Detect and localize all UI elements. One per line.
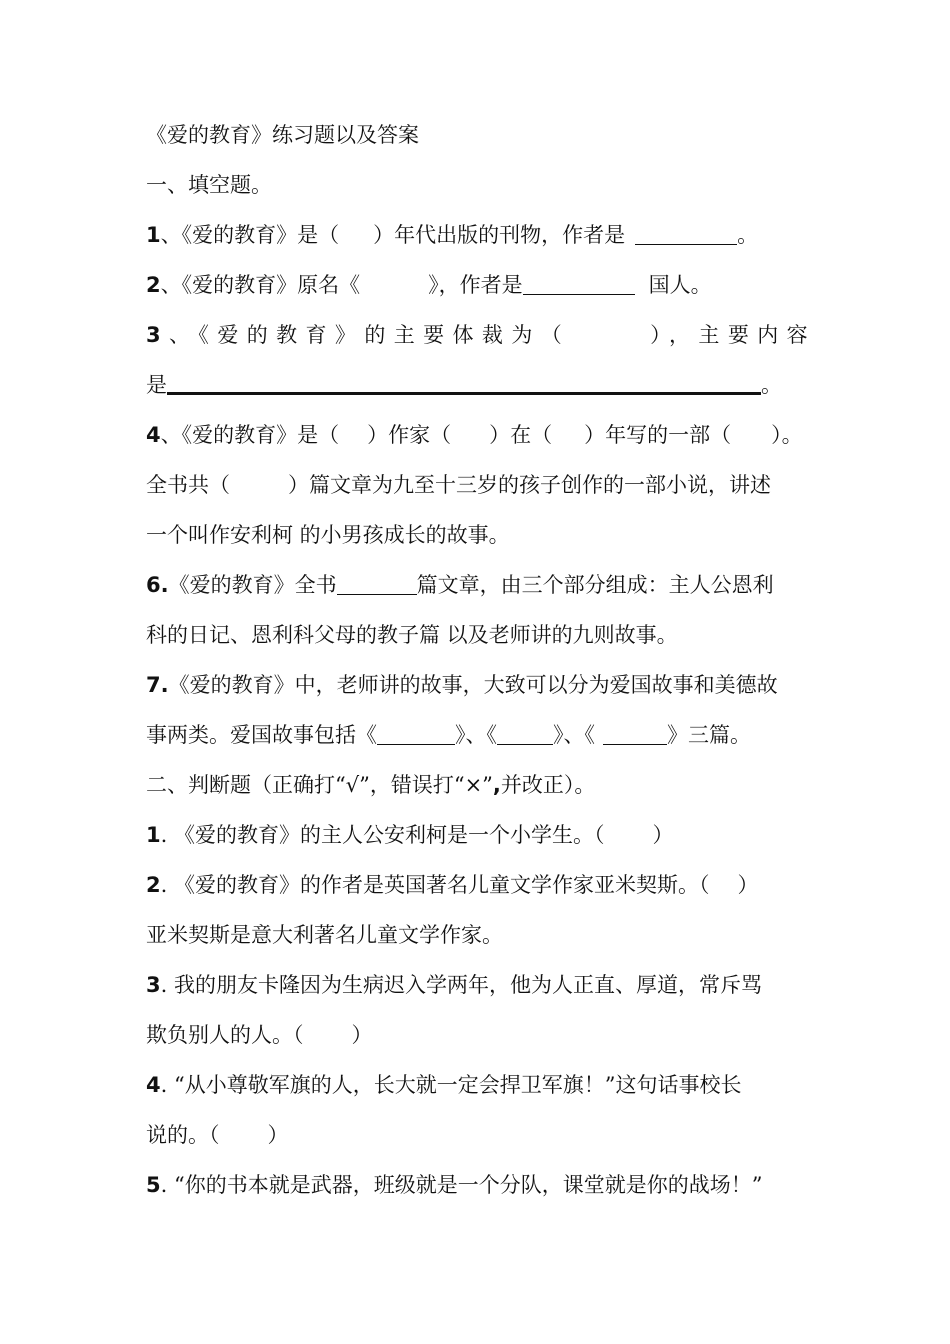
q7-line2-b: 》、《: [455, 723, 497, 747]
section2-comma: ,: [492, 773, 501, 797]
q1-text-b: ）年代出版的刊物，作者是: [373, 223, 626, 247]
question-4-line2: [146, 470, 810, 500]
q6-text-b: 篇文章，由三个部分组成：主人公恩利: [416, 573, 774, 597]
j3-line2: 欺负别人的人。（: [146, 1023, 304, 1047]
q7-story-blank-1: [377, 722, 455, 745]
j4-end: ）: [267, 1123, 289, 1147]
q3-text-c: 是: [146, 373, 167, 397]
j4-text: . “从小尊敬军旗的人，长大就一定会捍卫军旗！”这句话事校长: [160, 1073, 742, 1097]
q6-line2: 科的日记、恩利科父母的教子篇 以及老师讲的九则故事。: [146, 623, 678, 647]
judgement-3-line2: [146, 1020, 810, 1050]
judgement-3: [146, 970, 810, 1000]
judgement-5: [146, 1170, 810, 1200]
q7-story-blank-2: [497, 722, 553, 745]
q4-line2-a: 全书共（: [146, 473, 230, 497]
q4-text-b: ）作家（: [367, 423, 452, 447]
question-7: [146, 670, 810, 700]
q7-text-a: 《爱的教育》中，老师讲的故事，大致可以分为爱国故事和美德故: [168, 673, 778, 697]
j2-answer: 亚米契斯是意大利著名儿童文学作家。: [146, 923, 503, 947]
q3-content-blank: [167, 370, 761, 395]
q4-line2-b: ）篇文章为九至十三岁的孩子创作的一部小说，讲述: [288, 473, 771, 497]
q2-text-a: 、《爱的教育》原名《: [160, 273, 361, 297]
q2-text-c: 国人。: [648, 273, 712, 297]
j1-number: 1: [146, 823, 161, 847]
q7-number: 7.: [146, 673, 169, 697]
section2-text-a: 二、判断题（正确打“√”，错误打“×”: [146, 773, 493, 797]
q2-number: 2: [146, 273, 161, 297]
j2-number: 2: [146, 873, 161, 897]
j1-text: . 《爱的教育》的主人公安利柯是一个小学生。（: [160, 823, 605, 847]
j3-text: . 我的朋友卡隆因为生病迟入学两年，他为人正直、厚道，常斥骂: [160, 973, 762, 997]
question-4: [146, 420, 810, 450]
q4-text-c: ）在（: [489, 423, 553, 447]
q7-story-blank-3: [603, 722, 667, 745]
section-heading-fill-blank: [146, 170, 810, 200]
q7-line2-c: 》、《: [553, 723, 595, 747]
q1-text-c: 。: [737, 223, 759, 247]
q6-count-blank: [337, 572, 417, 595]
q7-line2-d: 》三篇。: [667, 723, 751, 747]
section2-text-c: 并改正）。: [500, 773, 596, 797]
q3-text-a: 、《爱的教育》的主要体裁为（: [169, 323, 571, 347]
question-4-line3: [146, 520, 810, 550]
j2-end: ）: [737, 873, 759, 897]
document-title: [146, 120, 810, 150]
q3-number: 3: [146, 323, 170, 347]
q3-text-b: ），主要内容: [650, 323, 817, 347]
q6-text-a: 《爱的教育》全书: [168, 573, 337, 597]
question-6: [146, 570, 810, 600]
j4-line2: 说的。（: [146, 1123, 220, 1147]
j3-end: ）: [351, 1023, 373, 1047]
question-1: [146, 220, 810, 250]
q6-number: 6.: [146, 573, 169, 597]
q1-author-blank: [635, 222, 737, 245]
judgement-4: [146, 1070, 810, 1100]
title-text: 《爱的教育》练习题以及答案: [146, 123, 419, 147]
section1-text: 一、填空题。: [146, 173, 272, 197]
section-heading-true-false: [146, 770, 810, 800]
q4-text-e: ）。: [771, 423, 803, 447]
j5-text: . “你的书本就是武器，班级就是一个分队，课堂就是你的战场！”: [160, 1173, 763, 1197]
j2-text: . 《爱的教育》的作者是英国著名儿童文学作家亚米契斯。（: [160, 873, 710, 897]
question-3-line2: [146, 370, 810, 400]
question-3: [146, 320, 817, 350]
q7-line2-a: 事两类。爱国故事包括《: [146, 723, 377, 747]
question-2: [146, 270, 810, 300]
q4-text-d: ）年写的一部（: [584, 423, 732, 447]
j1-end: ）: [652, 823, 674, 847]
judgement-1: [146, 820, 810, 850]
judgement-2-answer: [146, 920, 810, 950]
judgement-2: [146, 870, 810, 900]
j5-number: 5: [146, 1173, 161, 1197]
question-6-line2: [146, 620, 810, 650]
q1-number: 1: [146, 223, 161, 247]
j3-number: 3: [146, 973, 161, 997]
q1-text-a: 、《爱的教育》是（: [160, 223, 340, 247]
q4-text-a: 、《爱的教育》是（: [160, 423, 340, 447]
q4-number: 4: [146, 423, 161, 447]
judgement-4-line2: [146, 1120, 810, 1150]
q2-text-b: 》，作者是: [428, 273, 523, 297]
j4-number: 4: [146, 1073, 161, 1097]
question-7-line2: [146, 720, 810, 750]
q4-line3: 一个叫作安利柯 的小男孩成长的故事。: [146, 523, 510, 547]
q3-text-d: 。: [761, 373, 782, 397]
q2-nationality-blank: [523, 272, 635, 295]
